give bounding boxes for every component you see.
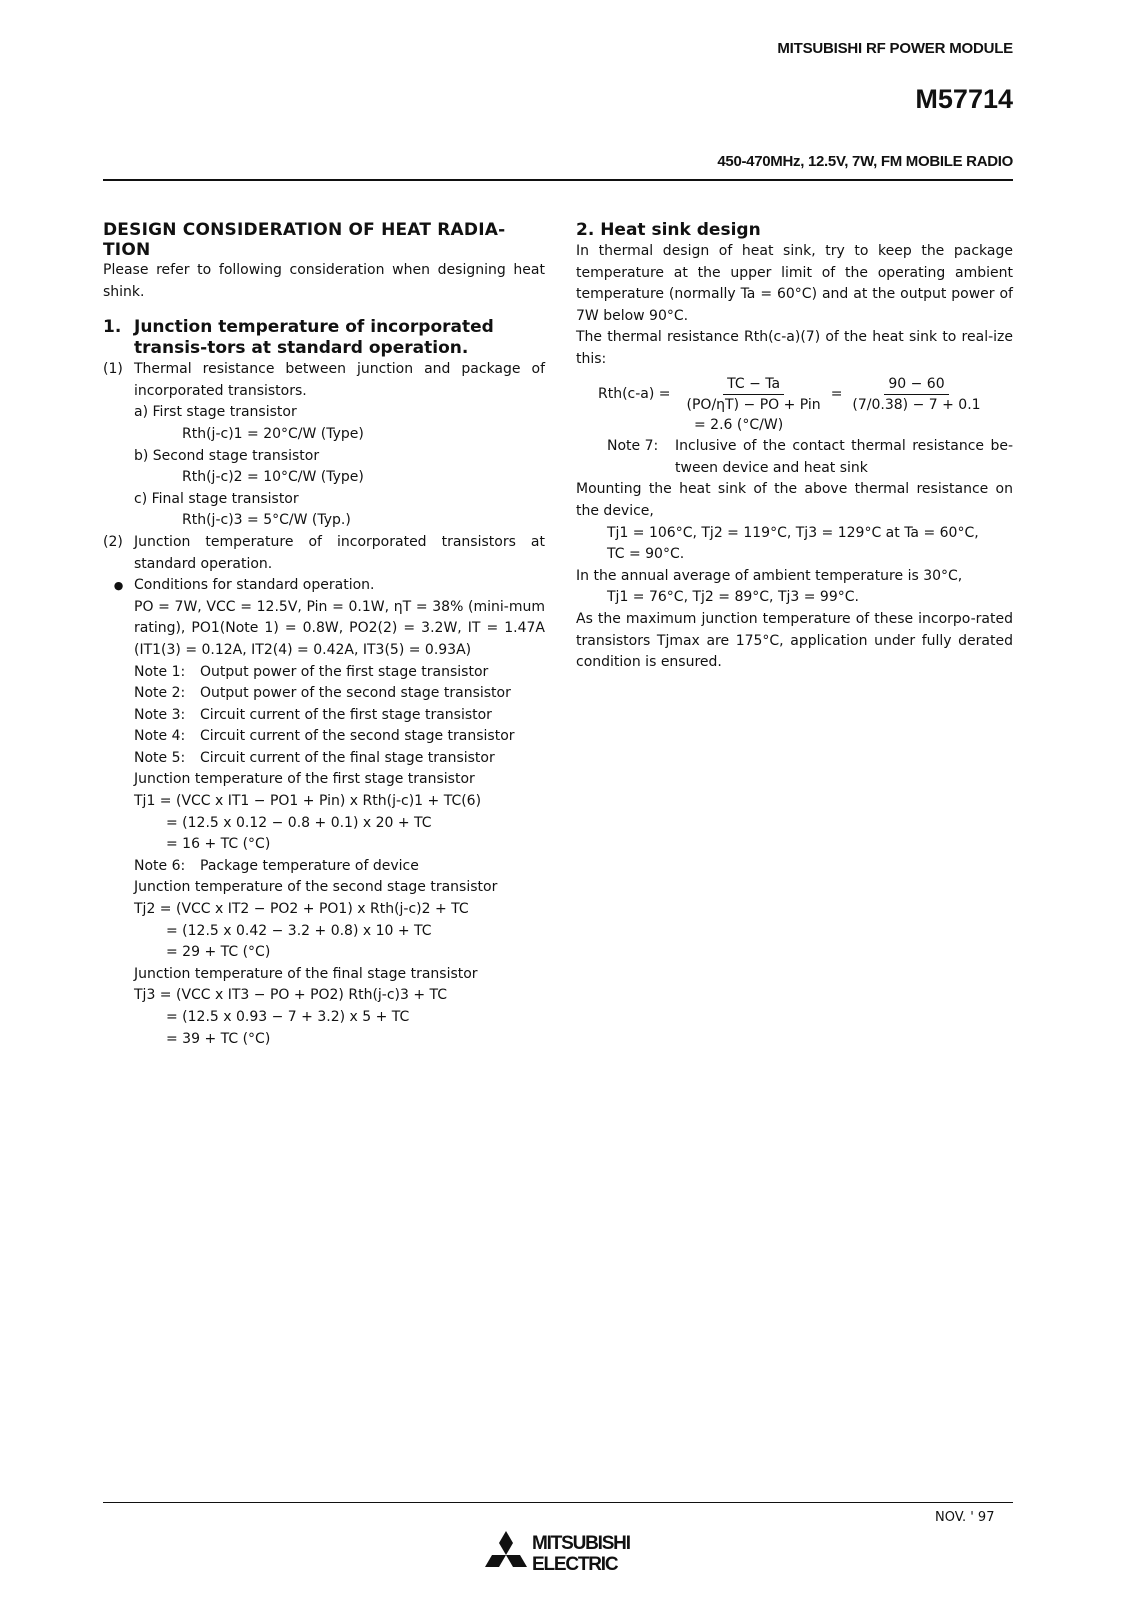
section-1-number: 1. xyxy=(103,317,122,338)
case-temp: TC = 90°C. xyxy=(607,546,685,563)
note-7-key: Note 7: xyxy=(607,438,659,455)
note-item xyxy=(103,748,545,770)
note-item xyxy=(103,662,545,684)
tj1-substitution: = (12.5 x 0.12 − 0.8 + 0.1) x 20 + TC xyxy=(166,814,432,831)
note-7 xyxy=(576,436,1013,479)
item-1-number: (1) xyxy=(103,361,123,378)
note-6-value: Package temperature of device xyxy=(200,857,419,874)
company-line: MITSUBISHI RF POWER MODULE xyxy=(777,40,1013,57)
header-divider xyxy=(103,179,1013,181)
note-value: Circuit current of the second stage transistor xyxy=(200,728,515,745)
tj2-label: Junction temperature of the second stage transistor xyxy=(134,879,498,896)
note-value: Circuit current of the final stage transistor xyxy=(200,749,495,766)
note-value: Output power of the second stage transistor xyxy=(200,685,511,702)
three-diamonds-icon xyxy=(480,1529,532,1581)
fraction-numerator: 90 − 60 xyxy=(884,375,948,395)
stage-c-equation: Rth(j-c)3 = 5°C/W (Typ.) xyxy=(182,512,351,529)
note-item xyxy=(103,705,545,727)
stage-a-equation: Rth(j-c)1 = 20°C/W (Type) xyxy=(182,425,364,442)
note-item xyxy=(103,726,545,748)
item-1-text: Thermal resistance between junction and package of incorporated transistors. xyxy=(134,361,545,399)
item-2-text: Junction temperature of incorporated transistors at standard operation. xyxy=(134,533,545,572)
conditions-bullet xyxy=(103,575,545,597)
note-6-key: Note 6: xyxy=(134,857,186,874)
item-2 xyxy=(103,532,545,575)
formula-result: = 2.6 (°C/W) xyxy=(694,416,784,433)
right-column xyxy=(576,220,1013,674)
note-key: Note 3: xyxy=(134,706,186,723)
thermal-resistance-formula xyxy=(576,375,1013,415)
section-title-cont: TION xyxy=(103,240,151,260)
tj1-label: Junction temperature of the first stage transistor xyxy=(134,771,475,788)
publication-date: NOV. ' 97 xyxy=(935,1510,995,1525)
note-6 xyxy=(103,856,545,878)
notes-list xyxy=(103,662,545,770)
logo-line-1: MITSUBISHI xyxy=(532,1533,630,1554)
note-item xyxy=(103,683,545,705)
conclusion-paragraph: As the maximum junction temperature of these incorpo-rated transistors Tjmax are 175°C, application under fully derated condition is ensured. xyxy=(576,610,1013,671)
section-2-title: 2. Heat sink design xyxy=(576,220,761,240)
tj3-substitution: = (12.5 x 0.93 − 7 + 3.2) x 5 + TC xyxy=(166,1009,410,1025)
left-column xyxy=(103,220,545,1050)
tj3-equation: Tj3 = (VCC x IT3 − PO + PO2) Rth(j-c)3 + TC xyxy=(134,987,448,1004)
formula-equals: = xyxy=(830,385,843,402)
stage-b-equation: Rth(j-c)2 = 10°C/W (Type) xyxy=(182,469,364,486)
tj2-equation: Tj2 = (VCC x IT2 − PO2 + PO1) x Rth(j-c)2 + TC xyxy=(134,901,469,918)
tj2-substitution: = (12.5 x 0.42 − 3.2 + 0.8) x 10 + TC xyxy=(166,922,432,939)
fraction-denominator: (PO/ηT) − PO + Pin xyxy=(686,396,821,413)
mounting-paragraph: Mounting the heat sink of the above thermal resistance on the device, xyxy=(576,481,1013,519)
fraction-denominator: (7/0.38) − 7 + 0.1 xyxy=(852,396,981,413)
section-title: DESIGN CONSIDERATION OF HEAT RADIA- xyxy=(103,220,506,240)
fraction-symbolic xyxy=(683,375,825,415)
junction-temps-hot: Tj1 = 106°C, Tj2 = 119°C, Tj3 = 129°C at Ta = 60°C, xyxy=(607,524,979,541)
stage-c-label: c) Final stage transistor xyxy=(134,490,299,507)
mitsubishi-electric-logo xyxy=(480,1529,650,1589)
section-1-heading xyxy=(103,317,545,359)
note-value: Output power of the first stage transistor xyxy=(200,663,489,680)
junction-temps-average: Tj1 = 76°C, Tj2 = 89°C, Tj3 = 99°C. xyxy=(607,589,859,606)
stage-a-label: a) First stage transistor xyxy=(134,404,297,421)
footer-divider xyxy=(103,1502,1013,1503)
tj2-result: = 29 + TC (°C) xyxy=(166,944,271,961)
item-1 xyxy=(103,359,545,402)
heat-sink-paragraph: In thermal design of heat sink, try to keep the package temperature at the upper limit of the operating ambient temperature (normally Ta = 60°C) and at the output power of 7W below 90°C. xyxy=(576,243,1013,324)
annual-average-text: In the annual average of ambient temperature is 30°C, xyxy=(576,567,963,584)
bullet-icon: ● xyxy=(113,579,124,593)
fraction-numeric xyxy=(848,375,984,415)
formula-lhs: Rth(c-a) = xyxy=(598,385,671,402)
note-key: Note 4: xyxy=(134,728,186,745)
conditions-values: PO = 7W, VCC = 12.5V, Pin = 0.1W, ηT = 38% (mini-mum rating), PO1(Note 1) = 0.8W, PO2(2) = 3.2W, IT = 1.47A (IT1(3) = 0.12A, IT2(4) = 0.42A, IT3(5) = 0.93A) xyxy=(134,598,545,658)
note-value: Circuit current of the first stage transistor xyxy=(200,706,492,723)
stage-b-label: b) Second stage transistor xyxy=(134,447,320,464)
tj1-result: = 16 + TC (°C) xyxy=(166,836,271,853)
note-7-value: Inclusive of the contact thermal resistance be-tween device and heat sink xyxy=(675,438,1013,476)
tj1-equation: Tj1 = (VCC x IT1 − PO1 + Pin) x Rth(j-c)1 + TC(6) xyxy=(134,793,482,810)
section-1-title: Junction temperature of incorporated transis-tors at standard operation. xyxy=(134,317,494,359)
tj3-result: = 39 + TC (°C) xyxy=(166,1030,271,1047)
thermal-resistance-intro: The thermal resistance Rth(c-a)(7) of the heat sink to real-ize this: xyxy=(576,329,1013,367)
intro-text: Please refer to following consideration when designing heat shink. xyxy=(103,262,545,300)
product-subtitle: 450-470MHz, 12.5V, 7W, FM MOBILE RADIO xyxy=(717,153,1013,170)
part-number: M57714 xyxy=(915,84,1013,114)
tj3-label: Junction temperature of the final stage transistor xyxy=(134,965,478,982)
logo-line-2: ELECTRIC xyxy=(532,1554,618,1575)
note-key: Note 1: xyxy=(134,663,186,680)
fraction-numerator: TC − Ta xyxy=(723,375,784,395)
item-2-number: (2) xyxy=(103,533,123,550)
note-key: Note 2: xyxy=(134,685,186,702)
logo-wordmark xyxy=(532,1533,630,1575)
note-key: Note 5: xyxy=(134,749,186,766)
conditions-label: Conditions for standard operation. xyxy=(134,577,375,594)
